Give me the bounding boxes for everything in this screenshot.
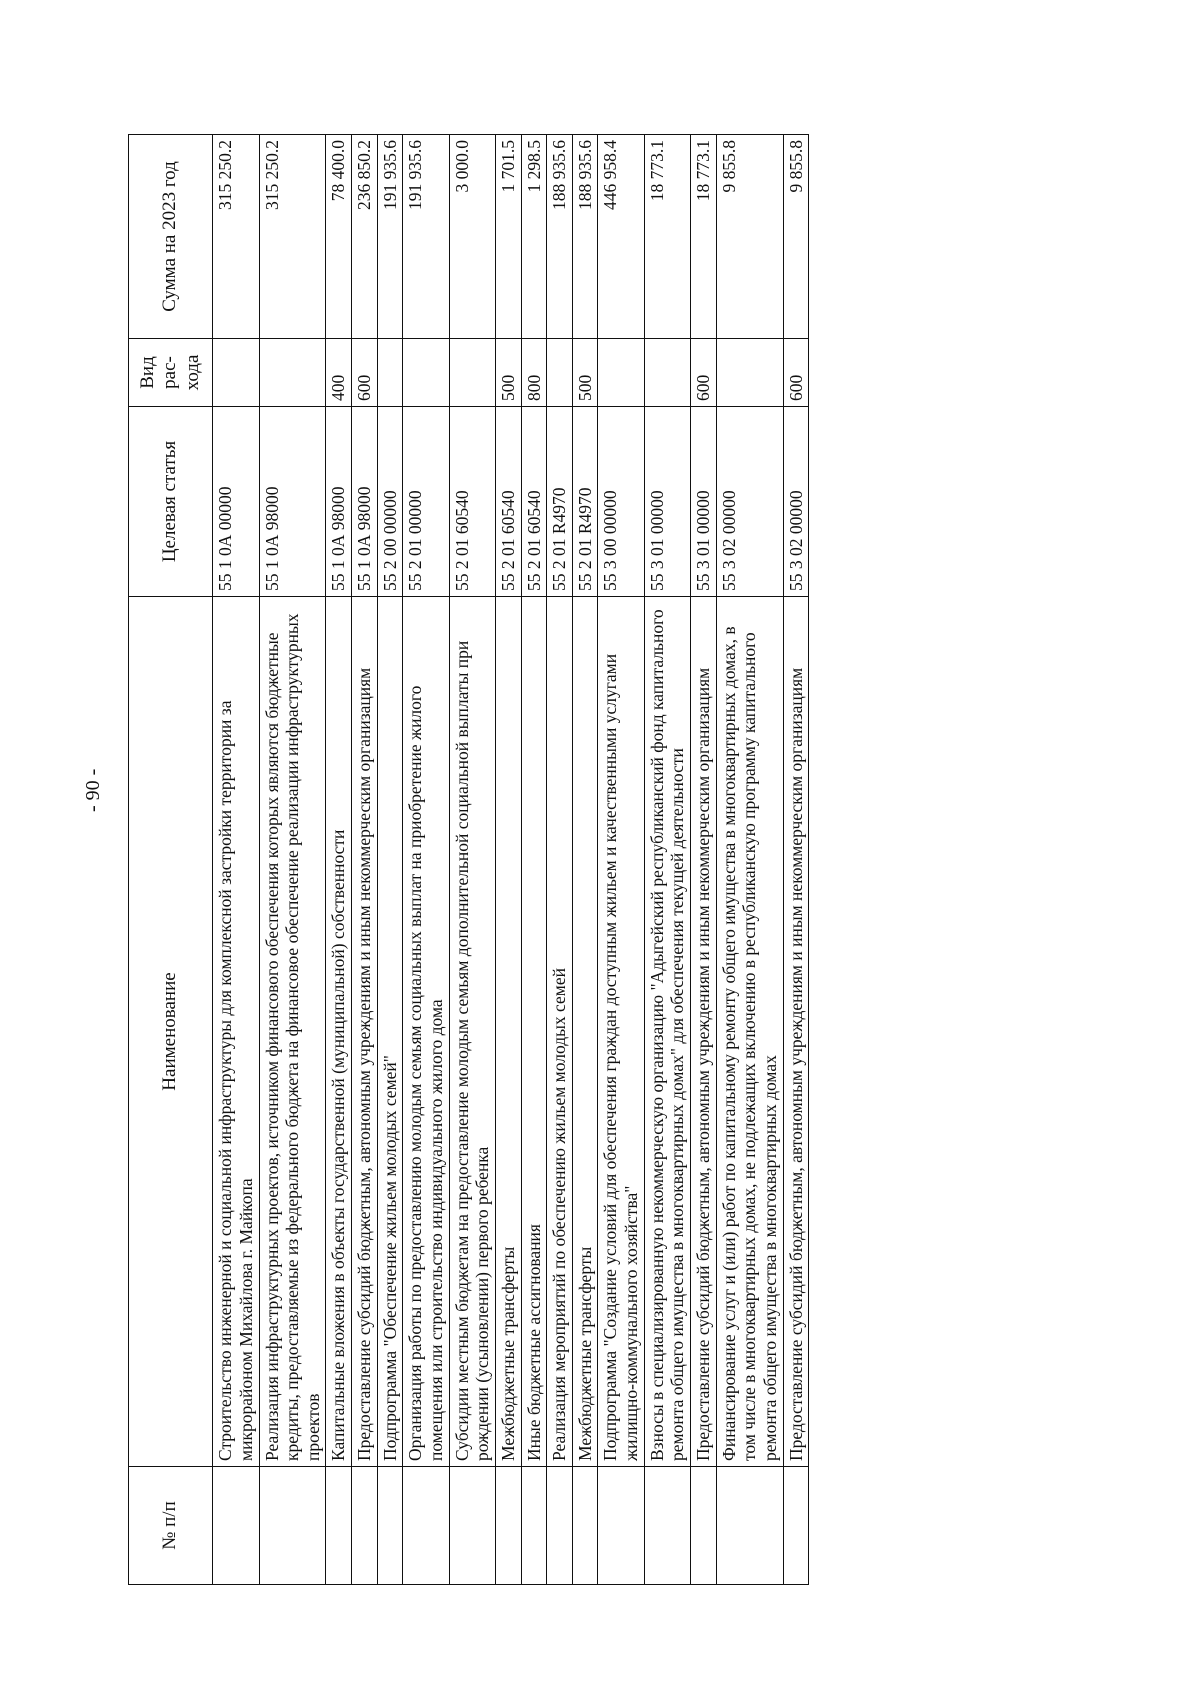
cell-num — [449, 1467, 495, 1585]
cell-kind: 400 — [326, 339, 352, 407]
cell-sum: 191 935.6 — [403, 135, 449, 339]
cell-num — [213, 1467, 259, 1585]
cell-target: 55 2 01 60540 — [449, 407, 495, 597]
cell-kind — [449, 339, 495, 407]
cell-target: 55 2 01 60540 — [495, 407, 521, 597]
cell-num — [495, 1467, 521, 1585]
table-row — [716, 135, 783, 1585]
table-header — [129, 135, 213, 1585]
cell-name: Межбюджетные трансферты — [495, 597, 521, 1467]
header-num: № п/п — [129, 1467, 213, 1585]
cell-target: 55 1 0А 98000 — [326, 407, 352, 597]
cell-name: Реализация инфраструктурных проектов, источником финансового обеспечения которых являются бюджетные кредиты, предоставляемые из федерального бюджета на финансовое обеспечение реализации инфраструктурных проектов — [259, 597, 326, 1467]
cell-num — [644, 1467, 690, 1585]
table-row — [691, 135, 717, 1585]
table-row — [403, 135, 449, 1585]
header-kind: Вид рас- хода — [129, 339, 213, 407]
header-row — [129, 135, 213, 1585]
cell-sum: 18 773.1 — [644, 135, 690, 339]
table-row — [213, 135, 259, 1585]
cell-num — [259, 1467, 326, 1585]
cell-target: 55 3 02 00000 — [716, 407, 783, 597]
cell-target: 55 3 01 00000 — [644, 407, 690, 597]
table-body — [213, 135, 809, 1585]
cell-sum: 3 000.0 — [449, 135, 495, 339]
cell-kind: 600 — [691, 339, 717, 407]
cell-kind — [716, 339, 783, 407]
cell-sum: 78 400.0 — [326, 135, 352, 339]
cell-kind — [547, 339, 573, 407]
cell-sum: 18 773.1 — [691, 135, 717, 339]
cell-sum: 188 935.6 — [547, 135, 573, 339]
cell-sum: 9 855.8 — [716, 135, 783, 339]
cell-name: Предоставление субсидий бюджетным, автономным учреждениям и иным некоммерческим организациям — [691, 597, 717, 1467]
budget-table-container — [128, 135, 809, 1585]
cell-target: 55 1 0А 00000 — [213, 407, 259, 597]
cell-num — [377, 1467, 403, 1585]
table-row — [572, 135, 598, 1585]
cell-kind: 500 — [572, 339, 598, 407]
cell-sum: 188 935.6 — [572, 135, 598, 339]
header-sum: Сумма на 2023 год — [129, 135, 213, 339]
table-row — [259, 135, 326, 1585]
cell-num — [716, 1467, 783, 1585]
cell-name: Организация работы по предоставлению молодым семьям социальных выплат на приобретение жилого помещения или строительство индивидуального жилого дома — [403, 597, 449, 1467]
table-row — [644, 135, 690, 1585]
table-row — [547, 135, 573, 1585]
cell-num — [783, 1467, 809, 1585]
cell-num — [521, 1467, 547, 1585]
cell-name: Подпрограмма "Создание условий для обеспечения граждан доступным жильем и качественными услугами жилищно-коммунального хозяйства" — [598, 597, 644, 1467]
table-row — [598, 135, 644, 1585]
header-name: Наименование — [129, 597, 213, 1467]
table-row — [449, 135, 495, 1585]
cell-kind: 500 — [495, 339, 521, 407]
cell-kind — [598, 339, 644, 407]
cell-name: Предоставление субсидий бюджетным, автономным учреждениям и иным некоммерческим организациям — [352, 597, 378, 1467]
cell-name: Подпрограмма "Обеспечение жильем молодых семей" — [377, 597, 403, 1467]
cell-target: 55 2 01 R4970 — [572, 407, 598, 597]
cell-kind — [259, 339, 326, 407]
cell-kind — [377, 339, 403, 407]
cell-target: 55 1 0А 98000 — [259, 407, 326, 597]
cell-name: Финансирование услуг и (или) работ по капитальному ремонту общего имущества в многоквартирных домах, в том числе в многоквартирных домах, не подлежащих включению в республиканскую программу капитального ремонта общего имущества в многоквартирных домах — [716, 597, 783, 1467]
cell-target: 55 2 01 R4970 — [547, 407, 573, 597]
cell-name: Предоставление субсидий бюджетным, автономным учреждениям и иным некоммерческим организациям — [783, 597, 809, 1467]
cell-kind — [644, 339, 690, 407]
cell-sum: 1 298.5 — [521, 135, 547, 339]
cell-name: Субсидии местным бюджетам на предоставление молодым семьям дополнительной социальной выплаты при рождении (усыновлении) первого ребенка — [449, 597, 495, 1467]
table-row — [495, 135, 521, 1585]
cell-name: Капитальные вложения в объекты государственной (муниципальной) собственности — [326, 597, 352, 1467]
cell-target: 55 2 01 00000 — [403, 407, 449, 597]
cell-sum: 236 850.2 — [352, 135, 378, 339]
header-target: Целевая статья — [129, 407, 213, 597]
cell-kind: 600 — [352, 339, 378, 407]
table-row — [326, 135, 352, 1585]
cell-kind — [403, 339, 449, 407]
cell-sum: 315 250.2 — [213, 135, 259, 339]
cell-num — [352, 1467, 378, 1585]
cell-target: 55 3 00 00000 — [598, 407, 644, 597]
cell-num — [326, 1467, 352, 1585]
table-row — [377, 135, 403, 1585]
cell-name: Строительство инженерной и социальной инфраструктуры для комплексной застройки территории за микрорайоном Михайлова г. Майкопа — [213, 597, 259, 1467]
cell-kind: 800 — [521, 339, 547, 407]
cell-target: 55 3 02 00000 — [783, 407, 809, 597]
cell-sum: 9 855.8 — [783, 135, 809, 339]
cell-num — [403, 1467, 449, 1585]
table-row — [783, 135, 809, 1585]
cell-name: Межбюджетные трансферты — [572, 597, 598, 1467]
budget-table — [128, 134, 809, 1585]
cell-num — [547, 1467, 573, 1585]
cell-target: 55 3 01 00000 — [691, 407, 717, 597]
cell-target: 55 2 00 00000 — [377, 407, 403, 597]
page-number: - 90 - — [82, 768, 104, 812]
cell-num — [691, 1467, 717, 1585]
cell-sum: 191 935.6 — [377, 135, 403, 339]
table-row — [352, 135, 378, 1585]
cell-num — [572, 1467, 598, 1585]
cell-sum: 315 250.2 — [259, 135, 326, 339]
cell-target: 55 1 0А 98000 — [352, 407, 378, 597]
table-row — [521, 135, 547, 1585]
cell-sum: 1 701.5 — [495, 135, 521, 339]
cell-target: 55 2 01 60540 — [521, 407, 547, 597]
cell-kind: 600 — [783, 339, 809, 407]
cell-sum: 446 958.4 — [598, 135, 644, 339]
cell-num — [598, 1467, 644, 1585]
cell-name: Реализация мероприятий по обеспечению жильем молодых семей — [547, 597, 573, 1467]
cell-name: Взносы в специализированную некоммерческую организацию "Адыгейский республиканский фонд капитального ремонта общего имущества в многоквартирных домах" для обеспечения текущей деятельности — [644, 597, 690, 1467]
cell-name: Иные бюджетные ассигнования — [521, 597, 547, 1467]
cell-kind — [213, 339, 259, 407]
